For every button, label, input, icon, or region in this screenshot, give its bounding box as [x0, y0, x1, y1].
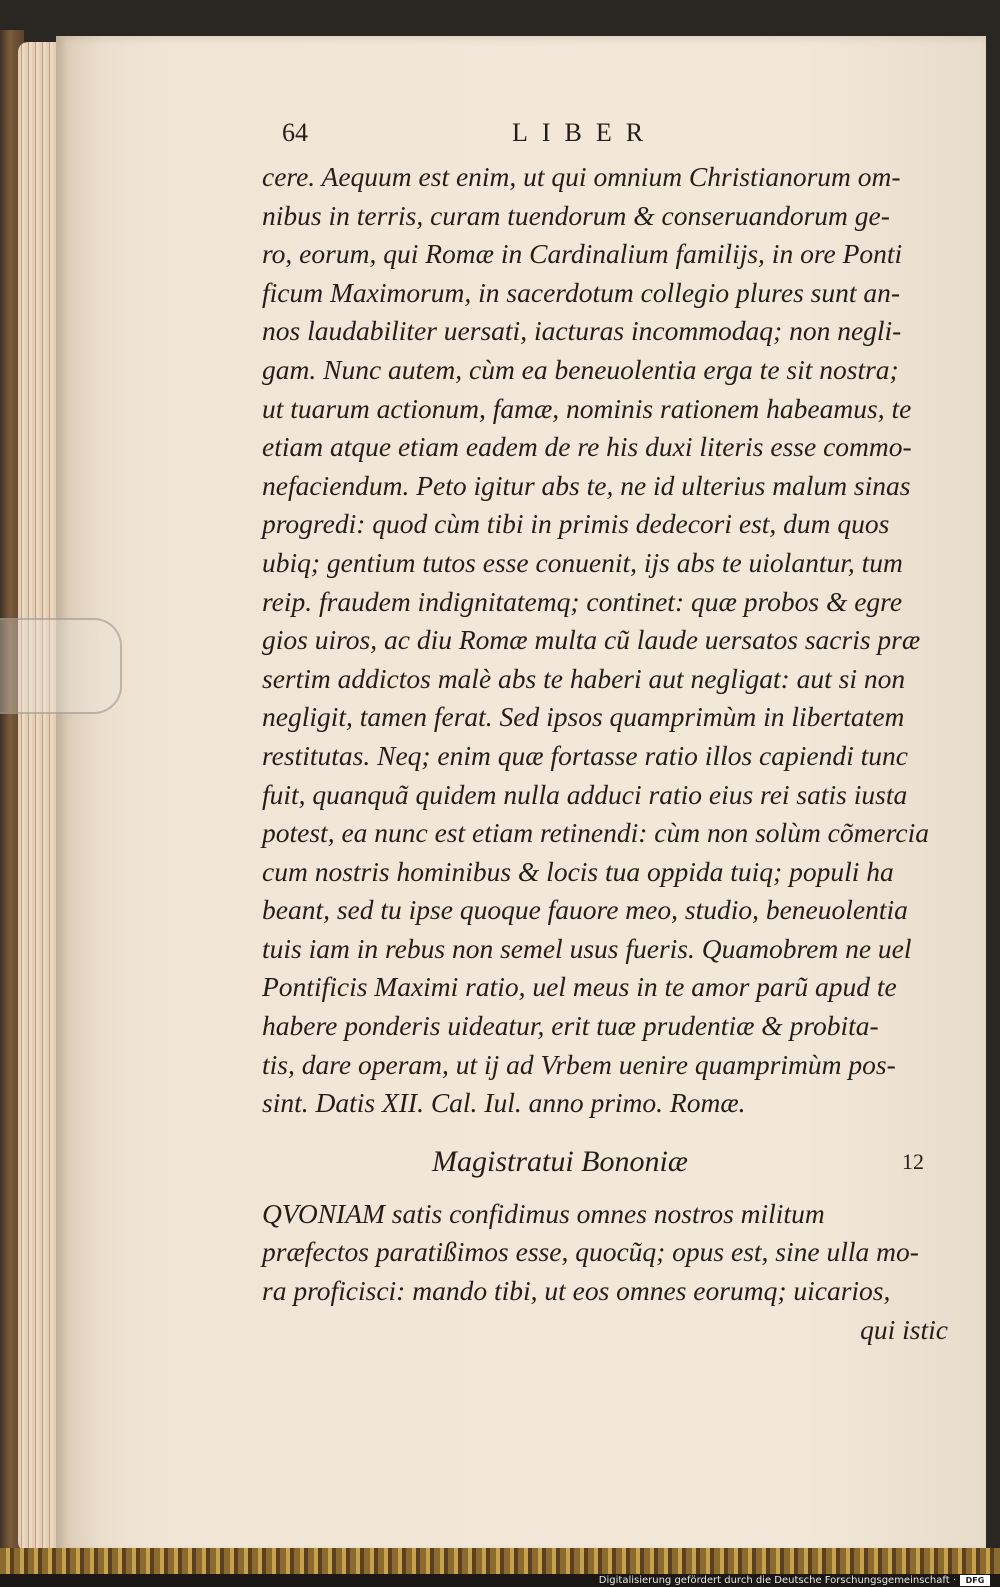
text-line: habere ponderis uideatur, erit tuæ prudentiæ & probita- — [262, 1010, 879, 1042]
text-line: progredi: quod cùm tibi in primis dedecori est, dum quos — [262, 508, 890, 540]
text-line: tuis iam in rebus non semel usus fueris. Quamobrem ne uel — [262, 932, 912, 964]
catchword: qui istic — [860, 1313, 948, 1345]
text-line: nibus in terris, curam tuendorum & conseruandorum ge- — [262, 199, 890, 231]
section-heading — [262, 1135, 952, 1195]
glass-page-clip — [0, 618, 122, 714]
text-line: ubiq; gentium tutos esse conuenit, ijs abs te uiolantur, tum — [262, 546, 903, 578]
text-line: ro, eorum, qui Romæ in Cardinalium familijs, in ore Ponti — [262, 238, 903, 270]
text-line: restitutas. Neq; enim quæ fortasse ratio illos capiendi tunc — [262, 739, 908, 771]
letter-body-2 — [262, 1195, 952, 1311]
text-line: Pontificis Maximi ratio, uel meus in te amor parũ apud te — [262, 971, 897, 1003]
text-line: sertim addictos malè abs te haberi aut negligat: aut si non — [262, 662, 906, 694]
page-text — [262, 118, 952, 1349]
text-line: ficum Maximorum, in sacerdotum collegio plures sunt an- — [262, 276, 901, 308]
text-line: nos laudabiliter uersati, iacturas incommodaq; non negli- — [262, 315, 902, 347]
text-line: fuit, quanquã quidem nulla adduci ratio eius rei satis iusta — [262, 778, 908, 810]
gilt-page-edge — [0, 1548, 1000, 1574]
text-line: reip. fraudem indignitatemq; continet: quæ probos & egre — [262, 585, 903, 617]
text-line: gam. Nunc autem, cùm ea beneuolentia erga te sit nostra; — [262, 353, 899, 385]
dfg-logo: DFG — [960, 1575, 990, 1586]
section-number: 12 — [902, 1148, 924, 1174]
text-line: gios uiros, ac diu Romæ multa cũ laude uersatos sacris præ — [262, 624, 921, 656]
text-line: beant, sed tu ipse quoque fauore meo, studio, beneuolentia — [262, 894, 908, 926]
text-line: etiam atque etiam eadem de re his duxi literis esse commo- — [262, 431, 912, 463]
text-line: cum nostris hominibus & locis tua oppida tuiq; populi ha — [262, 855, 894, 887]
footer-credit: Digitalisierung gefördert durch die Deutsche Forschungsgemeinschaft · — [598, 1575, 956, 1586]
text-line: præfectos paratißimos esse, quocũq; opus est, sine ulla mo- — [262, 1236, 919, 1268]
page-number: 64 — [282, 118, 308, 147]
letter-body — [262, 158, 952, 1123]
text-line: nefaciendum. Peto igitur abs te, ne id ulterius malum sinas — [262, 469, 911, 501]
text-line: potest, ea nunc est etiam retinendi: cùm non solùm cõmercia — [262, 817, 929, 849]
running-head: LIBER — [512, 118, 658, 147]
text-line: QVONIAM satis confidimus omnes nostros militum — [262, 1197, 825, 1229]
text-line: ut tuarum actionum, famæ, nominis rationem habeamus, te — [262, 392, 912, 424]
text-line: cere. Aequum est enim, ut qui omnium Christianorum om- — [262, 161, 901, 192]
page-header — [262, 118, 952, 158]
text-line: tis, dare operam, ut ij ad Vrbem uenire quamprimùm pos- — [262, 1048, 896, 1080]
section-title: Magistratui Bononiæ — [432, 1144, 688, 1178]
text-line: negligit, tamen ferat. Sed ipsos quamprimùm in libertatem — [262, 701, 905, 733]
text-line: sint. Datis XII. Cal. Iul. anno primo. Romæ. — [262, 1087, 746, 1119]
text-line: ra proficisci: mando tibi, ut eos omnes eorumq; uicarios, — [262, 1275, 891, 1307]
